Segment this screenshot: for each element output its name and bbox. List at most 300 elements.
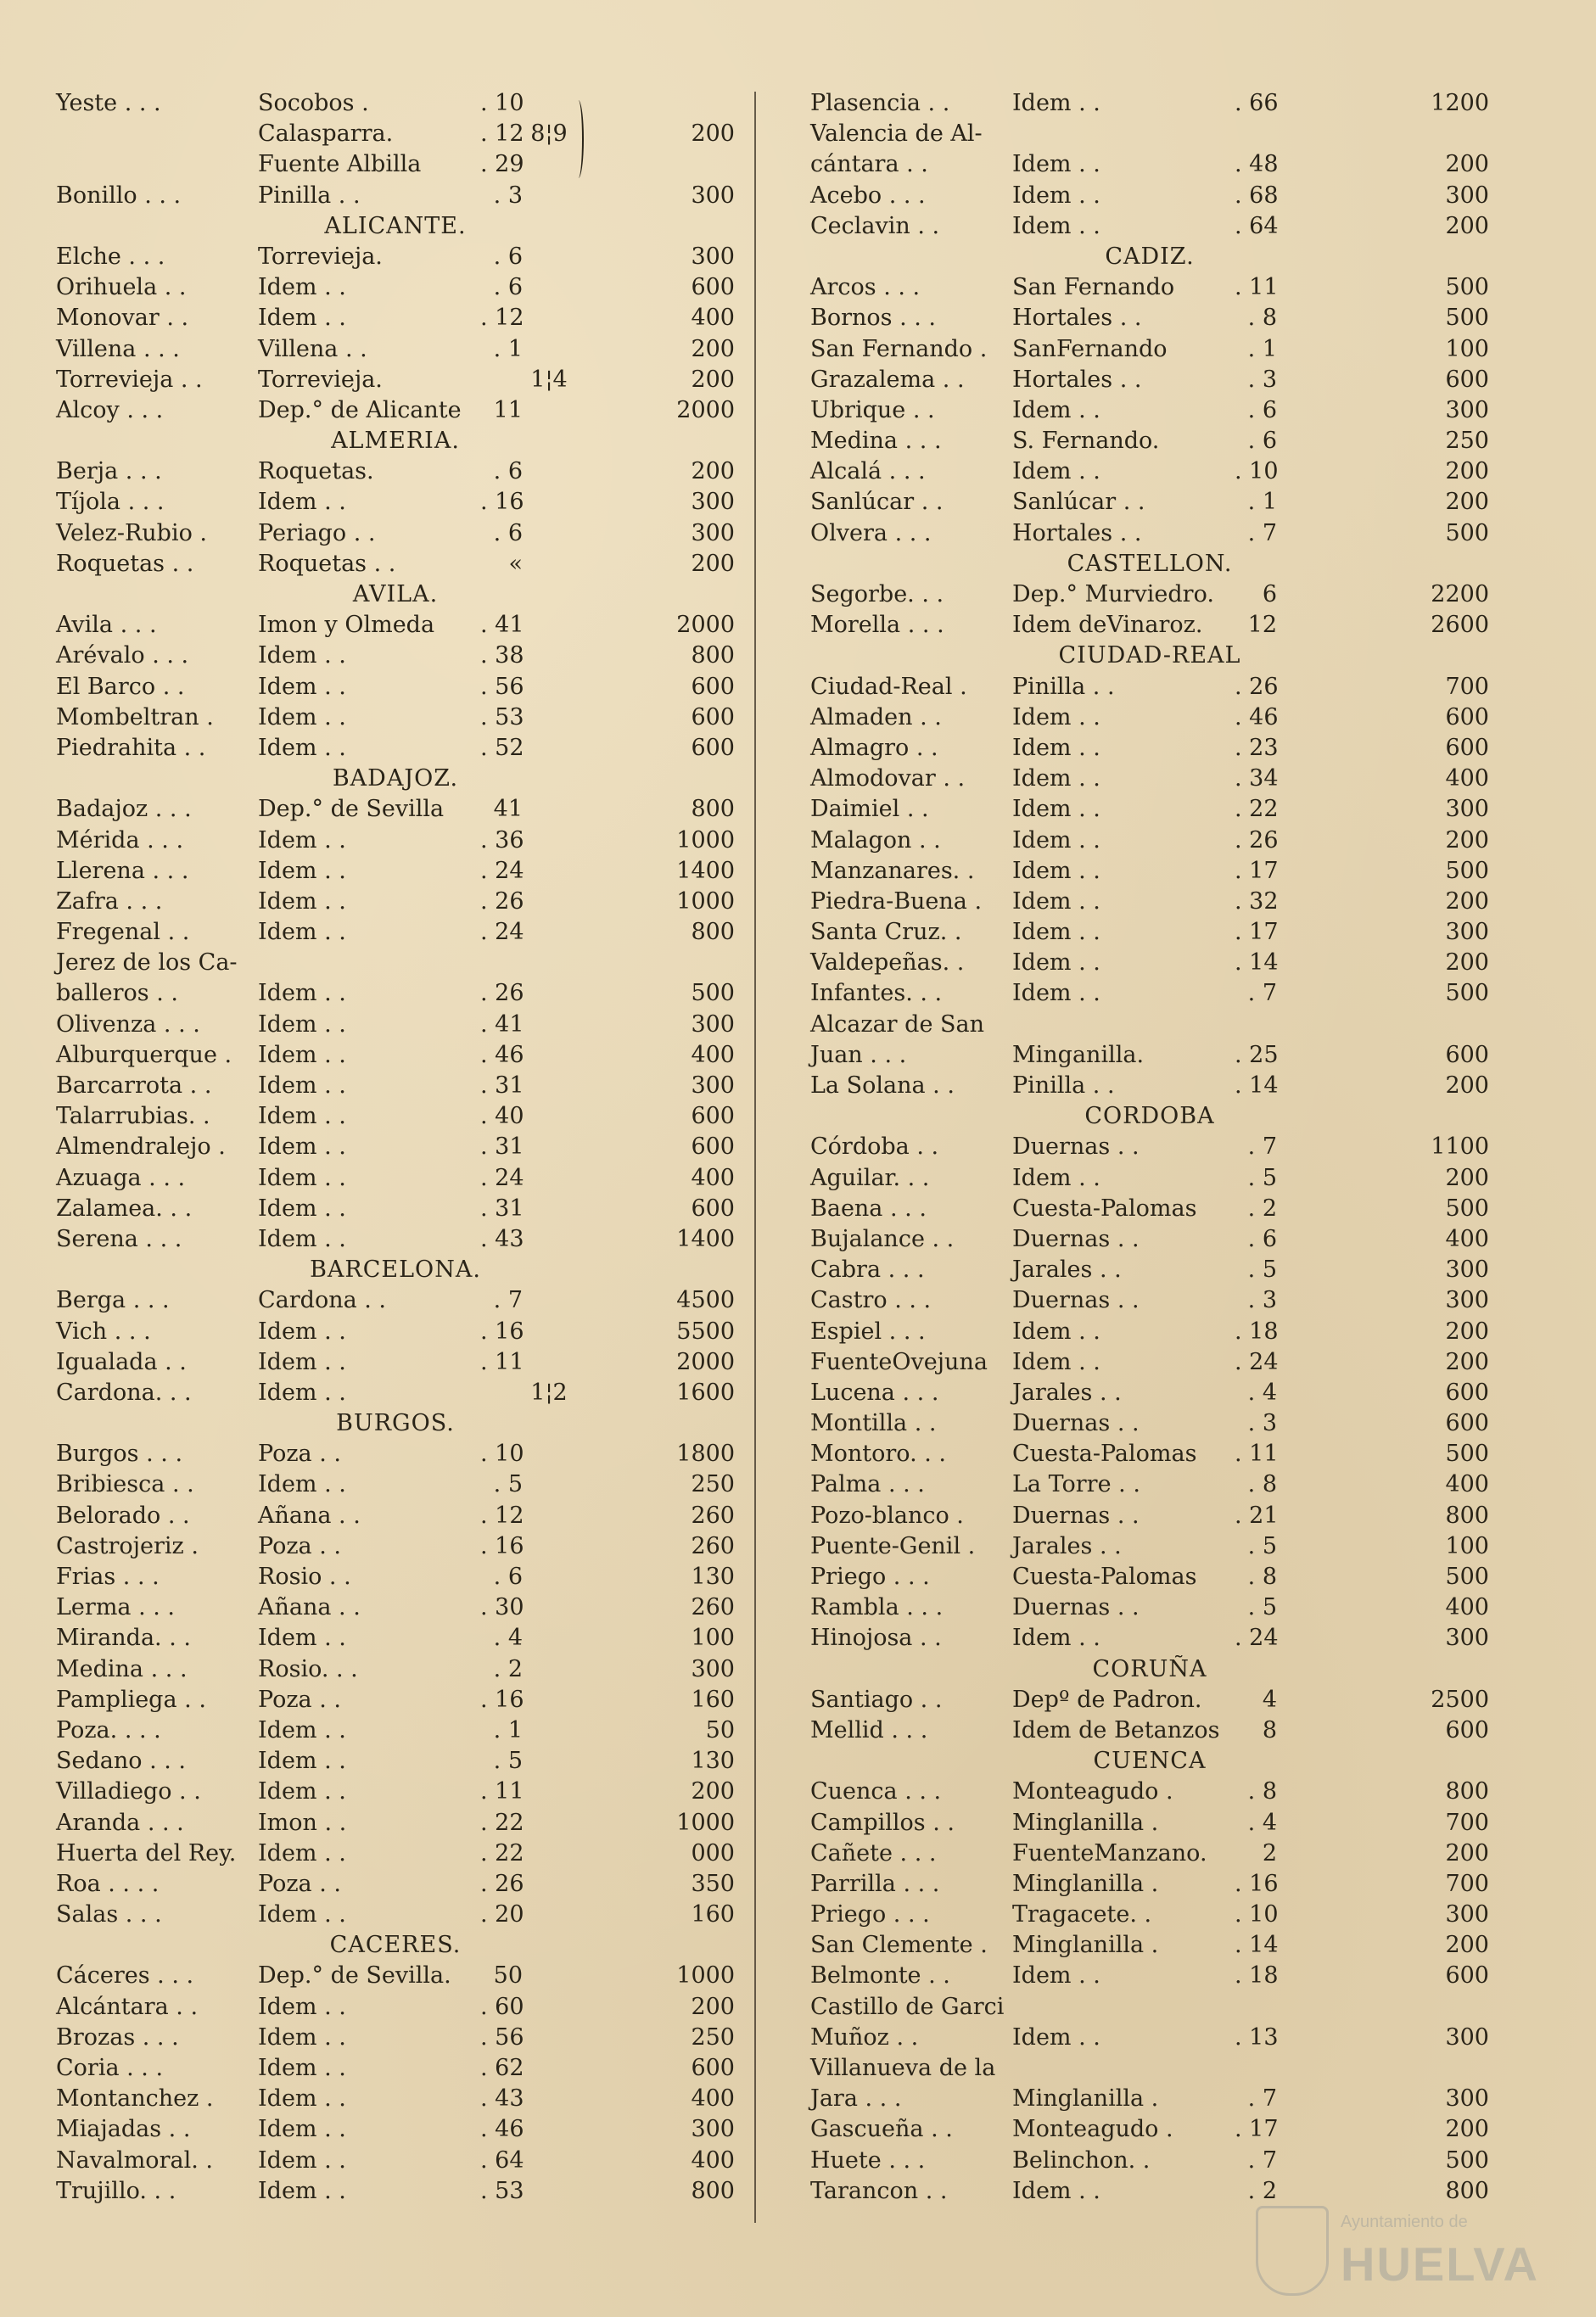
table-row	[56, 1163, 735, 1194]
amount-value: 200	[1445, 887, 1489, 915]
amount-value: 2000	[676, 396, 735, 423]
distance-value: 50	[493, 1962, 523, 1990]
amount-value: 200	[691, 550, 735, 577]
amount-value: 130	[691, 1564, 735, 1590]
town-name: Tarancon . .	[810, 2177, 948, 2204]
town-name: Parrilla . . .	[810, 1870, 940, 1897]
town-name: Segorbe. . .	[810, 581, 944, 607]
distance-value: . 11	[480, 1778, 524, 1805]
distance-value: . 56	[480, 2023, 524, 2051]
amount-value: 1200	[1431, 90, 1489, 116]
source-depot: Idem . .	[258, 919, 346, 946]
town-name: Alcalá . . .	[810, 458, 926, 485]
town-name: Belorado . .	[56, 1502, 190, 1529]
table-row	[56, 149, 735, 180]
amount-value: 600	[1445, 1410, 1489, 1437]
distance-value: . 6	[1247, 396, 1277, 423]
table-row	[810, 487, 1489, 518]
table-row	[56, 1808, 735, 1838]
distance-value: . 24	[1235, 1348, 1279, 1375]
table-row	[56, 1317, 735, 1347]
distance-value: . 8	[1247, 1778, 1277, 1805]
amount-value: 260	[691, 1502, 735, 1529]
table-row	[810, 702, 1489, 733]
town-name: Frias . . .	[56, 1564, 160, 1590]
source-depot: Idem . .	[1012, 887, 1100, 915]
town-name: Cardona. . .	[56, 1379, 192, 1406]
town-name: Santiago . .	[810, 1686, 943, 1713]
distance-value: . 60	[480, 1993, 524, 2020]
amount-value: 250	[691, 1471, 735, 1498]
grouping-brace	[570, 100, 584, 178]
source-depot: San Fernando	[1012, 274, 1175, 301]
distance-value: 11	[493, 396, 523, 423]
town-name: Córdoba . .	[810, 1133, 939, 1161]
left-column	[56, 88, 735, 2207]
distance-value: . 56	[480, 673, 524, 700]
amount-value: 200	[691, 458, 735, 485]
source-depot: Idem . .	[1012, 765, 1100, 792]
town-name: Navalmoral. .	[56, 2146, 213, 2174]
distance-value: . 6	[493, 243, 523, 270]
table-row	[810, 856, 1489, 887]
town-name: Cáceres . . .	[56, 1962, 194, 1990]
distance-value: . 10	[480, 90, 524, 116]
source-depot: Idem . .	[1012, 90, 1100, 116]
table-row	[56, 181, 735, 211]
town-name: FuenteOvejuna	[810, 1348, 988, 1375]
amount-value: 160	[691, 1901, 735, 1928]
source-depot: Idem . .	[258, 1041, 346, 1068]
table-row	[56, 1992, 735, 2023]
source-depot: Idem . .	[258, 734, 346, 761]
town-name: Alcántara . .	[56, 1993, 199, 2020]
amount-value: 260	[691, 1532, 735, 1559]
amount-value: 300	[691, 1010, 735, 1038]
distance-value: . 31	[480, 1195, 524, 1222]
table-row	[810, 518, 1489, 549]
amount-value: 130	[691, 1748, 735, 1775]
town-name: Mellid . . .	[810, 1716, 928, 1743]
distance-value: . 1	[493, 1716, 523, 1743]
amount-value: 250	[1445, 428, 1489, 455]
amount-value: 1400	[676, 857, 735, 884]
distance-value: 8	[1262, 1716, 1277, 1743]
source-depot: Idem . .	[258, 489, 346, 516]
distance-value: . 26	[1235, 673, 1279, 700]
town-name: Ciudad-Real .	[810, 673, 967, 700]
amount-value: 600	[691, 2055, 735, 2081]
town-name: La Solana . .	[810, 1072, 955, 1099]
distance-value: . 2	[1247, 1195, 1277, 1222]
source-depot: Cardona . .	[258, 1287, 387, 1314]
source-depot: Idem . .	[258, 887, 346, 915]
table-row	[810, 1715, 1489, 1746]
amount-value: 1600	[676, 1379, 735, 1406]
table-row	[810, 1992, 1489, 2023]
town-name: Huerta del Rey.	[56, 1839, 237, 1866]
distance-value: . 4	[1247, 1379, 1277, 1406]
town-name: San Fernando .	[810, 335, 988, 362]
table-row	[810, 1531, 1489, 1562]
source-depot: Tragacete. .	[1012, 1901, 1152, 1928]
distance-value: . 23	[1235, 734, 1279, 761]
distance-value: . 52	[480, 734, 524, 761]
amount-value: 500	[1445, 274, 1489, 301]
table-row	[56, 2114, 735, 2145]
table-row	[810, 1439, 1489, 1469]
town-name: Almaden . .	[810, 703, 942, 730]
distance-value: . 24	[480, 1164, 524, 1191]
amount-value: 200	[1445, 1932, 1489, 1959]
province-heading: BADAJOZ.	[332, 765, 459, 792]
source-depot: Idem . .	[258, 1195, 346, 1222]
source-depot: Idem . .	[1012, 826, 1100, 853]
town-name: Piedra-Buena .	[810, 887, 983, 915]
distance-value: 12	[1247, 612, 1277, 639]
distance-value: . 16	[1235, 1870, 1279, 1897]
source-depot: Idem . .	[1012, 857, 1100, 884]
table-row	[56, 2053, 735, 2084]
distance-value: . 41	[480, 612, 524, 639]
distance-value: . 5	[493, 1748, 523, 1775]
source-depot: Idem . .	[258, 2055, 346, 2081]
table-row	[56, 1869, 735, 1900]
table-row	[810, 1777, 1489, 1807]
table-row	[810, 579, 1489, 610]
source-depot: Duernas . .	[1012, 1502, 1140, 1529]
town-name: Orihuela . .	[56, 274, 187, 301]
table-row	[56, 1378, 735, 1408]
distance-value: 2	[1262, 1839, 1277, 1866]
source-depot: Idem . .	[258, 1318, 346, 1345]
town-name: Alcazar de San	[810, 1010, 984, 1038]
distance-value: . 40	[480, 1103, 524, 1130]
distance-value: . 20	[480, 1901, 524, 1928]
town-name: Gascueña . .	[810, 2116, 953, 2143]
table-row	[56, 1132, 735, 1162]
town-name: Serena . . .	[56, 1225, 182, 1252]
town-name: Brozas . . .	[56, 2023, 179, 2051]
town-name: Montilla . .	[810, 1410, 937, 1437]
table-row	[56, 1838, 735, 1869]
table-row	[810, 1285, 1489, 1316]
table-row	[56, 456, 735, 487]
table-row	[810, 334, 1489, 365]
town-name: Arévalo . . .	[56, 642, 189, 669]
table-row	[810, 1378, 1489, 1408]
town-name: Ubrique . .	[810, 396, 935, 423]
table-row	[56, 856, 735, 887]
town-name: Alburquerque .	[56, 1041, 232, 1068]
town-name: Valdepeñas. .	[810, 949, 965, 977]
distance-value: 6	[1262, 581, 1277, 607]
source-depot: Añana . .	[258, 1594, 361, 1621]
table-row	[56, 303, 735, 333]
amount-value: 200	[691, 120, 735, 148]
amount-value: 100	[1445, 1532, 1489, 1559]
fraction-value: 8¦9	[530, 120, 568, 148]
source-depot: Cuesta-Palomas	[1012, 1441, 1197, 1468]
source-depot: Villena . .	[258, 335, 367, 362]
source-depot: Minganilla.	[1012, 1041, 1145, 1068]
distance-value: . 8	[1247, 1471, 1277, 1498]
source-depot: Idem . .	[258, 1901, 346, 1928]
amount-value: 200	[1445, 949, 1489, 977]
distance-value: . 14	[1235, 1072, 1279, 1099]
distance-value: . 53	[480, 703, 524, 730]
town-name: San Clemente .	[810, 1932, 988, 1959]
source-depot: Idem . .	[258, 305, 346, 332]
town-name: Elche . . .	[56, 243, 165, 270]
distance-value: . 7	[1247, 980, 1277, 1007]
source-depot: Idem . .	[258, 1625, 346, 1652]
source-depot: Idem . .	[1012, 1348, 1100, 1375]
amount-value: 500	[1445, 2146, 1489, 2174]
town-name: Trujillo. . .	[56, 2177, 176, 2204]
town-name: Jerez de los Ca-	[56, 949, 238, 977]
source-depot: Idem . .	[258, 1133, 346, 1161]
amount-value: 000	[691, 1839, 735, 1866]
distance-value: . 26	[1235, 826, 1279, 853]
source-depot: Dep.° Murviedro.	[1012, 581, 1214, 607]
table-row	[56, 1961, 735, 1991]
amount-value: 200	[1445, 2116, 1489, 2143]
distance-value: . 32	[1235, 887, 1279, 915]
table-row	[810, 2114, 1489, 2145]
source-depot: Idem . .	[1012, 980, 1100, 1007]
amount-value: 500	[1445, 1564, 1489, 1590]
town-name: Torrevieja . .	[56, 366, 203, 393]
table-row	[810, 978, 1489, 1009]
source-depot: Torrevieja.	[258, 366, 383, 393]
amount-value: 200	[691, 1993, 735, 2020]
town-name: Baena . . .	[810, 1195, 927, 1222]
town-name: Poza. . . .	[56, 1716, 161, 1743]
town-name: Manzanares. .	[810, 857, 975, 884]
town-name: Talarrubias. .	[56, 1103, 210, 1130]
table-row	[810, 1317, 1489, 1347]
amount-value: 400	[691, 2085, 735, 2113]
distance-value: . 16	[480, 1686, 524, 1713]
source-depot: Idem . .	[258, 1716, 346, 1743]
town-name: Huete . . .	[810, 2146, 926, 2174]
amount-value: 300	[1445, 1287, 1489, 1314]
table-row	[56, 1531, 735, 1562]
town-name: Muñoz . .	[810, 2023, 919, 2051]
table-row	[56, 1777, 735, 1807]
table-row	[56, 272, 735, 303]
amount-value: 800	[691, 642, 735, 669]
source-depot: Idem . .	[1012, 703, 1100, 730]
watermark-small-text: Ayuntamiento de	[1341, 2213, 1468, 2231]
source-depot: Idem . .	[258, 1471, 346, 1498]
town-name: Jara . . .	[810, 2085, 902, 2113]
distance-value: . 46	[480, 2116, 524, 2143]
amount-value: 200	[691, 1778, 735, 1805]
distance-value: . 22	[1235, 796, 1279, 823]
source-depot: Dep.° de Sevilla.	[258, 1962, 451, 1990]
source-depot: Idem . .	[258, 2177, 346, 2204]
town-name: Bribiesca . .	[56, 1471, 194, 1498]
province-heading: BURGOS.	[336, 1410, 455, 1437]
table-row	[810, 610, 1489, 641]
amount-value: 500	[1445, 519, 1489, 546]
table-row	[810, 2176, 1489, 2207]
town-name: Hinojosa . .	[810, 1625, 942, 1652]
town-name: balleros . .	[56, 980, 178, 1007]
source-depot: Idem . .	[258, 1993, 346, 2020]
source-depot: Idem . .	[258, 1103, 346, 1130]
town-name: Aguilar. . .	[810, 1164, 930, 1191]
table-row	[810, 1194, 1489, 1224]
source-depot: Idem . .	[258, 1748, 346, 1775]
distance-value: . 12	[480, 120, 524, 148]
town-name: Montanchez .	[56, 2085, 214, 2113]
amount-value: 200	[1445, 458, 1489, 485]
distance-value: . 18	[1235, 1318, 1279, 1345]
source-depot: Calasparra.	[258, 120, 394, 148]
table-row	[810, 672, 1489, 702]
table-row	[56, 1285, 735, 1316]
town-name: Medina . . .	[810, 428, 942, 455]
table-row	[56, 242, 735, 272]
town-name: Villena . . .	[56, 335, 180, 362]
source-depot: Belinchon. .	[1012, 2146, 1151, 2174]
source-depot: Dep.° de Alicante	[258, 396, 462, 423]
distance-value: . 3	[1247, 366, 1277, 393]
distance-value: . 1	[1247, 335, 1277, 362]
town-name: Sedano . . .	[56, 1748, 186, 1775]
distance-value: . 66	[1235, 90, 1279, 116]
distance-value: 4	[1262, 1686, 1277, 1713]
province-heading: CASTELLON.	[1067, 550, 1233, 577]
source-depot: Idem . .	[1012, 1962, 1100, 1990]
town-name: Velez-Rubio .	[56, 519, 208, 546]
town-name: Roquetas . .	[56, 550, 194, 577]
distance-value: . 10	[1235, 1901, 1279, 1928]
table-row	[56, 826, 735, 856]
source-depot: Roquetas.	[258, 458, 374, 485]
amount-value: 600	[1445, 1962, 1489, 1990]
amount-value: 500	[1445, 980, 1489, 1007]
town-name: Castrojeriz .	[56, 1532, 199, 1559]
amount-value: 600	[691, 1195, 735, 1222]
source-depot: Minglanilla .	[1012, 1932, 1159, 1959]
town-name: Avila . . .	[56, 612, 157, 639]
amount-value: 600	[691, 274, 735, 301]
table-row	[810, 794, 1489, 825]
table-row	[56, 1224, 735, 1255]
town-name: Villanueva de la	[810, 2055, 996, 2081]
town-name: Castillo de Garci	[810, 1993, 1005, 2020]
source-depot: Idem . .	[1012, 1164, 1100, 1191]
distance-value: . 11	[1235, 274, 1279, 301]
amount-value: 200	[1445, 1072, 1489, 1099]
amount-value: 400	[691, 1041, 735, 1068]
table-row	[810, 887, 1489, 917]
town-name: Rambla . . .	[810, 1594, 944, 1621]
amount-value: 600	[691, 673, 735, 700]
source-depot: Duernas . .	[1012, 1133, 1140, 1161]
town-name: Azuaga . . .	[56, 1164, 186, 1191]
distance-value: . 14	[1235, 949, 1279, 977]
table-row	[56, 2084, 735, 2114]
distance-value: . 22	[480, 1839, 524, 1866]
amount-value: 700	[1445, 1870, 1489, 1897]
amount-value: 200	[1445, 1839, 1489, 1866]
amount-value: 300	[691, 489, 735, 516]
amount-value: 400	[691, 1164, 735, 1191]
distance-value: . 22	[480, 1809, 524, 1836]
fraction-value: 1¦2	[530, 1379, 568, 1406]
distance-value: . 64	[480, 2146, 524, 2174]
province-heading: CORDOBA	[1084, 1103, 1215, 1130]
town-name: Igualada . .	[56, 1348, 187, 1375]
town-name: Campillos . .	[810, 1809, 955, 1836]
table-row	[56, 948, 735, 978]
source-depot: Minglanilla .	[1012, 1870, 1159, 1897]
town-name: Miajadas . .	[56, 2116, 191, 2143]
table-row	[810, 2146, 1489, 2176]
distance-value: . 6	[493, 274, 523, 301]
town-name: Puente-Genil .	[810, 1532, 976, 1559]
distance-value: . 5	[1247, 1164, 1277, 1191]
town-name: Salas . . .	[56, 1901, 162, 1928]
province-heading: CIUDAD-REAL	[1058, 642, 1241, 669]
distance-value: . 10	[480, 1441, 524, 1468]
amount-value: 300	[1445, 182, 1489, 209]
amount-value: 1000	[676, 1809, 735, 1836]
amount-value: 600	[1445, 1379, 1489, 1406]
table-row	[56, 1900, 735, 1930]
source-depot: Idem . .	[1012, 182, 1100, 209]
table-row	[810, 1592, 1489, 1623]
table-row	[810, 733, 1489, 764]
right-column	[810, 88, 1489, 2207]
source-depot: Idem . .	[258, 673, 346, 700]
distance-value: . 30	[480, 1594, 524, 1621]
distance-value: . 17	[1235, 857, 1279, 884]
table-row	[56, 1101, 735, 1132]
distance-value: . 3	[1247, 1287, 1277, 1314]
amount-value: 400	[691, 305, 735, 332]
source-depot: Minglanilla .	[1012, 2085, 1159, 2113]
source-depot: Idem . .	[1012, 396, 1100, 423]
distance-value: . 2	[493, 1655, 523, 1682]
table-row	[810, 2053, 1489, 2084]
table-row	[810, 1685, 1489, 1715]
source-depot: Cuesta-Palomas	[1012, 1564, 1197, 1590]
table-row	[56, 917, 735, 948]
amount-value: 200	[1445, 1164, 1489, 1191]
distance-value: . 1	[1247, 489, 1277, 516]
amount-value: 500	[1445, 1441, 1489, 1468]
distance-value: «	[508, 550, 523, 577]
table-row	[56, 1439, 735, 1469]
amount-value: 300	[1445, 1625, 1489, 1652]
table-row	[810, 456, 1489, 487]
town-name: Priego . . .	[810, 1901, 930, 1928]
distance-value: . 31	[480, 1072, 524, 1099]
table-row	[810, 426, 1489, 456]
distance-value: . 16	[480, 489, 524, 516]
distance-value: . 64	[1235, 212, 1279, 239]
town-name: Cuenca . . .	[810, 1778, 942, 1805]
source-depot: FuenteManzano.	[1012, 1839, 1207, 1866]
amount-value: 160	[691, 1686, 735, 1713]
amount-value: 600	[691, 1133, 735, 1161]
